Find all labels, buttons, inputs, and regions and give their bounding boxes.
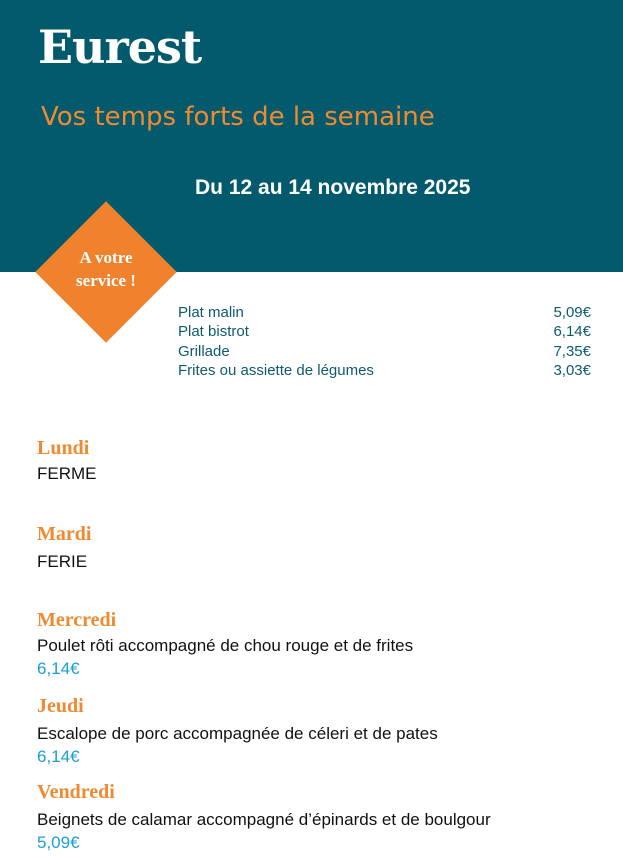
day-mercredi	[37, 608, 413, 680]
day-price: 5,09€	[37, 833, 80, 852]
badge-text	[46, 246, 166, 292]
day-price: 6,14€	[37, 659, 80, 678]
date-range: Du 12 au 14 novembre 2025	[195, 176, 471, 199]
day-name: Vendredi	[37, 781, 115, 803]
badge-line1: A votre	[79, 248, 133, 267]
price-row	[178, 361, 591, 380]
day-name: Lundi	[37, 437, 90, 459]
day-dish: FERIE	[37, 552, 88, 571]
eurest-logo: Eurest	[38, 20, 202, 74]
price-row	[178, 322, 591, 341]
day-name: Mercredi	[37, 609, 117, 631]
day-price: 6,14€	[37, 747, 80, 766]
day-vendredi	[37, 780, 491, 854]
day-mardi	[37, 522, 91, 574]
day-dish: Poulet rôti accompagné de chou rouge et de frites	[37, 636, 414, 655]
price-value: 6,14€	[553, 323, 591, 341]
day-name: Mardi	[37, 523, 92, 545]
page-subtitle: Vos temps forts de la semaine	[41, 102, 435, 132]
price-row	[178, 303, 591, 322]
price-value: 5,09€	[553, 304, 591, 321]
day-dish: FERME	[37, 464, 97, 483]
price-row	[178, 342, 591, 361]
price-list	[178, 303, 591, 380]
price-label: Plat bistrot	[178, 323, 249, 341]
day-name: Jeudi	[37, 695, 84, 717]
day-dish: Escalope de porc accompagnée de céleri et de pates	[37, 724, 438, 743]
day-dish: Beignets de calamar accompagné d’épinards et de boulgour	[37, 810, 491, 829]
price-label: Grillade	[178, 342, 230, 360]
day-jeudi	[37, 694, 438, 768]
badge-line2: service !	[76, 271, 136, 290]
day-lundi	[37, 436, 97, 486]
price-value: 3,03€	[553, 361, 591, 379]
price-label: Plat malin	[178, 304, 244, 321]
price-label: Frites ou assiette de légumes	[178, 361, 374, 379]
price-value: 7,35€	[553, 342, 591, 360]
